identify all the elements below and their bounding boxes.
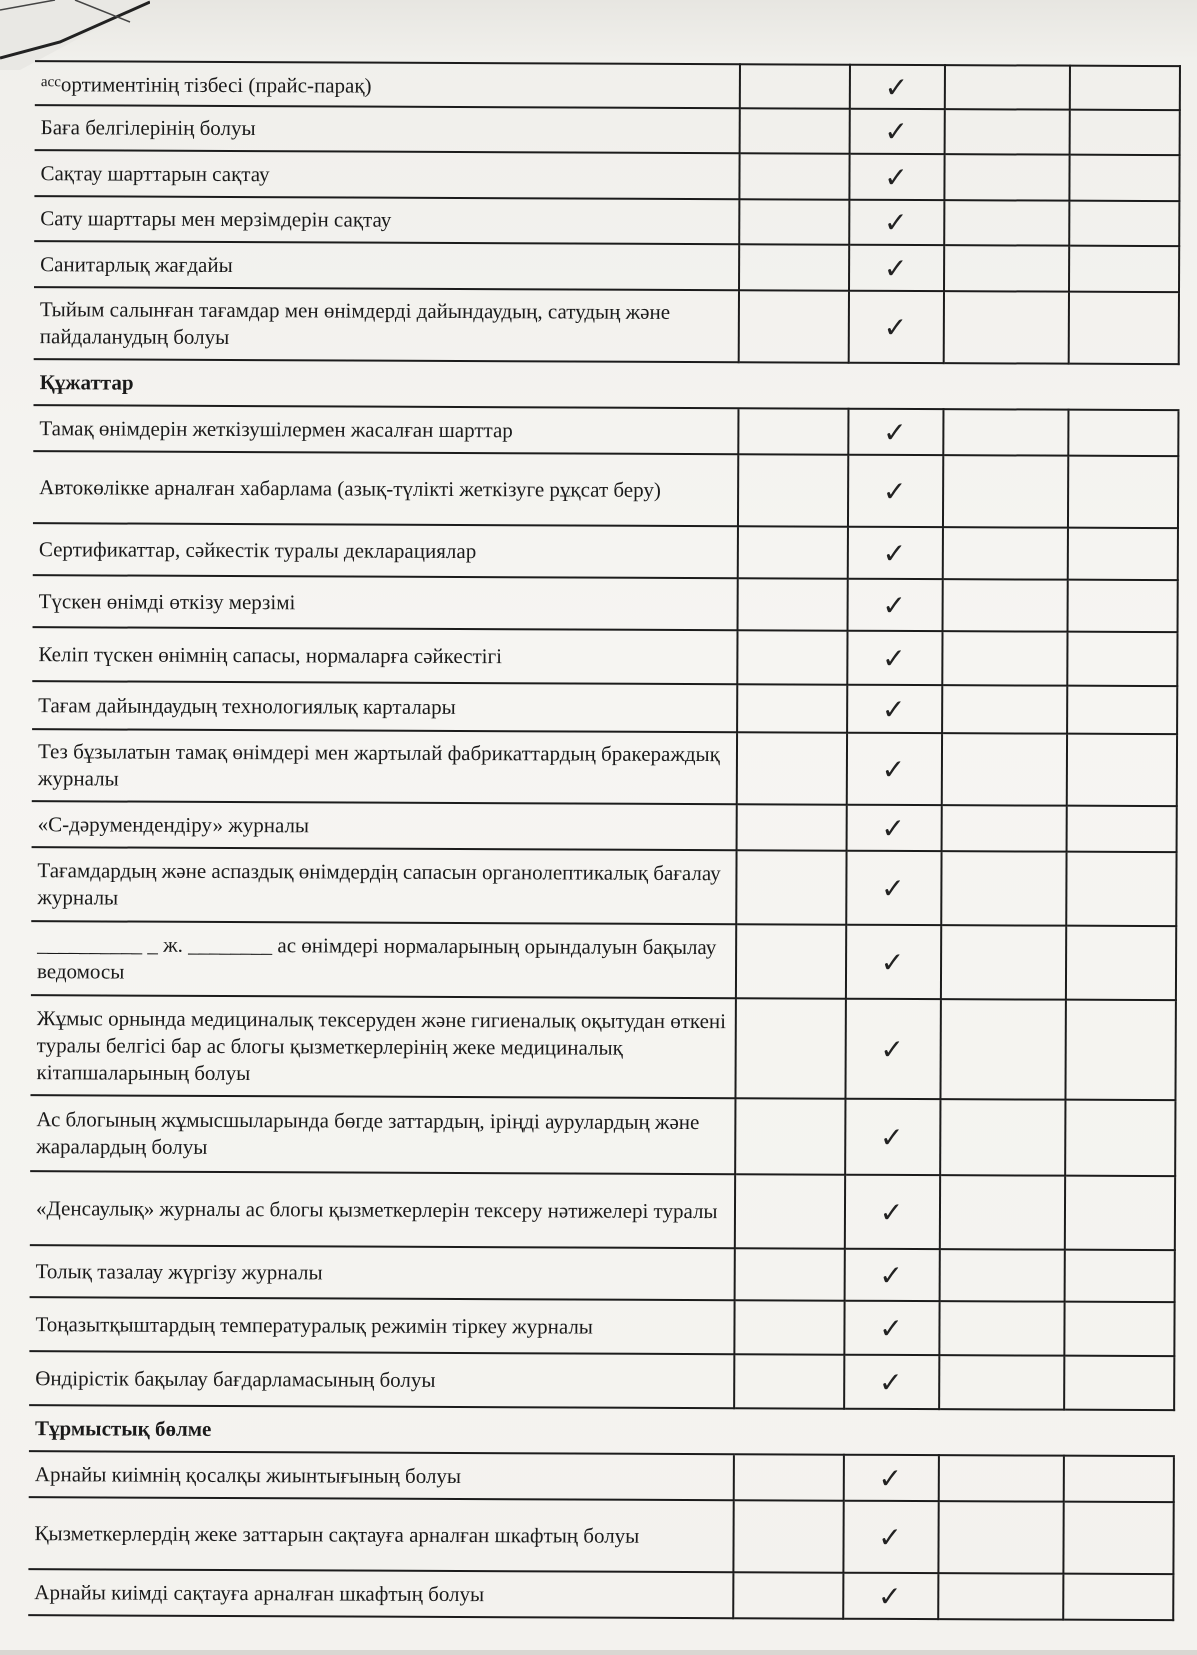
empty-cell xyxy=(939,1455,1064,1502)
checkmark-icon: ✓ xyxy=(848,409,943,455)
row-label: __________ _ ж. ________ ас өнімдері нормаларының орындалуын бақылау ведомосы xyxy=(31,921,736,998)
table-container xyxy=(0,60,1197,1655)
checkmark-icon: ✓ xyxy=(849,291,944,363)
row-label: $^{асс}$ортиментінің тізбесі (прайс-парақ) xyxy=(35,61,740,108)
empty-cell xyxy=(1064,1456,1174,1502)
empty-cell xyxy=(1065,1100,1175,1176)
table-row xyxy=(29,1451,1174,1502)
section-header-row xyxy=(29,1405,1174,1456)
empty-cell xyxy=(1069,292,1179,364)
empty-cell xyxy=(734,1408,1174,1456)
empty-cell xyxy=(944,154,1069,201)
empty-cell xyxy=(938,1573,1063,1620)
row-label: Сертификаттар, сәйкестік туралы декларациялар xyxy=(33,523,738,578)
checkmark-icon: ✓ xyxy=(848,579,943,631)
empty-cell xyxy=(738,454,848,526)
table-row xyxy=(30,1171,1175,1250)
empty-cell xyxy=(942,631,1067,686)
empty-cell xyxy=(733,1572,843,1618)
checklist-table xyxy=(28,60,1181,1621)
empty-cell xyxy=(1064,1302,1174,1356)
table-row xyxy=(31,921,1176,1000)
empty-cell xyxy=(1063,1574,1173,1620)
empty-cell xyxy=(943,579,1068,632)
table-row xyxy=(30,995,1175,1100)
empty-cell xyxy=(739,199,849,244)
checkmark-icon: ✓ xyxy=(849,200,944,245)
empty-cell xyxy=(943,455,1068,528)
checkmark-icon: ✓ xyxy=(844,1301,939,1355)
empty-cell xyxy=(739,244,849,290)
checkmark-icon: ✓ xyxy=(843,1573,938,1619)
empty-cell xyxy=(736,924,846,998)
empty-cell xyxy=(740,108,850,153)
row-label: Тағам дайындаудың технологиялық карталары xyxy=(32,681,737,732)
table-row xyxy=(30,1095,1175,1176)
empty-cell xyxy=(939,1355,1064,1410)
empty-cell xyxy=(735,1098,845,1174)
table-row xyxy=(32,729,1177,806)
row-label: Сақтау шарттарын сақтау xyxy=(34,150,739,199)
empty-cell xyxy=(1066,852,1176,926)
row-label: Толық тазалау жүргізу журналы xyxy=(30,1245,735,1300)
checkmark-icon: ✓ xyxy=(846,851,941,925)
table-row xyxy=(34,150,1179,201)
row-label: Санитарлық жағдайы xyxy=(34,241,739,290)
empty-cell xyxy=(739,153,849,199)
table-row xyxy=(29,1351,1174,1410)
row-label: Келіп түскен өнімнің сапасы, нормаларға сәйкестігі xyxy=(32,627,737,684)
empty-cell xyxy=(1068,410,1178,456)
table-row xyxy=(32,801,1177,852)
empty-cell xyxy=(733,1500,843,1572)
table-row xyxy=(32,627,1177,686)
table-row xyxy=(29,1297,1174,1356)
table-row xyxy=(31,847,1176,926)
empty-cell xyxy=(944,245,1069,292)
empty-cell xyxy=(1064,1356,1174,1410)
table-row xyxy=(28,1569,1173,1620)
table-row xyxy=(35,61,1180,110)
row-label: Қызметкерлердің жеке заттарын сақтауға арналған шкафтың болуы xyxy=(28,1497,733,1572)
row-label: Түскен өнімді өткізу мерзімі xyxy=(33,575,738,630)
empty-cell xyxy=(736,850,846,924)
empty-cell xyxy=(1067,806,1177,852)
empty-cell xyxy=(941,925,1066,1000)
empty-cell xyxy=(740,64,850,108)
empty-cell xyxy=(1069,201,1179,246)
empty-cell xyxy=(945,109,1070,155)
checkmark-icon: ✓ xyxy=(845,1249,940,1301)
empty-cell xyxy=(1065,1176,1175,1250)
empty-cell xyxy=(738,526,848,578)
row-label: Арнайы киімді сақтауға арналған шкафтың болуы xyxy=(28,1569,733,1618)
empty-cell xyxy=(1063,1502,1173,1574)
checkmark-icon: ✓ xyxy=(849,245,944,291)
row-label: Ас блогының жұмысшыларында бөгде заттардың, іріңді аурулардың және жаралардың болуы xyxy=(30,1095,735,1174)
checkmark-icon: ✓ xyxy=(848,455,943,527)
table-row xyxy=(30,1245,1175,1302)
table-row xyxy=(33,523,1178,580)
empty-cell xyxy=(734,1454,844,1500)
empty-cell xyxy=(1068,456,1178,528)
checkmark-icon: ✓ xyxy=(845,1099,940,1175)
empty-cell xyxy=(942,733,1067,806)
checkmark-icon: ✓ xyxy=(850,109,945,154)
checkmark-icon: ✓ xyxy=(848,527,943,579)
empty-cell xyxy=(737,684,847,732)
empty-cell xyxy=(943,409,1068,456)
section-title: Тұрмыстық бөлме xyxy=(29,1405,734,1454)
row-label: Жұмыс орнында медициналық тексеруден және гигиеналық оқытудан өткені туралы белгісі бар ас блогы қызметкерлерінің жеке медициналық кітапшаларының болуы xyxy=(30,995,735,1098)
checkmark-icon: ✓ xyxy=(847,631,942,685)
empty-cell xyxy=(737,804,847,850)
checkmark-icon: ✓ xyxy=(847,733,942,805)
row-label: Автокөлікке арналған хабарлама (азық-түлікті жеткізуге рұқсат беру) xyxy=(33,451,738,526)
empty-cell xyxy=(944,291,1069,364)
empty-cell xyxy=(738,362,1178,410)
empty-cell xyxy=(944,200,1069,246)
empty-cell xyxy=(943,527,1068,580)
empty-cell xyxy=(1068,528,1178,580)
checkmark-icon: ✓ xyxy=(843,1501,938,1573)
empty-cell xyxy=(941,851,1066,926)
row-label: Тамақ өнімдерін жеткізушілермен жасалған шарттар xyxy=(33,405,738,454)
section-title: Құжаттар xyxy=(33,359,738,408)
empty-cell xyxy=(945,65,1070,110)
empty-cell xyxy=(1069,155,1179,201)
checkmark-icon: ✓ xyxy=(846,925,941,999)
row-label: «С-дәрумендендіру» журналы xyxy=(32,801,737,850)
empty-cell xyxy=(737,630,847,684)
row-label: Тоңазытқыштардың температуралық режимін тіркеу журналы xyxy=(29,1297,734,1354)
checkmark-icon: ✓ xyxy=(844,1355,939,1409)
empty-cell xyxy=(942,685,1067,734)
empty-cell xyxy=(1065,1000,1175,1100)
empty-cell xyxy=(942,805,1067,852)
table-row xyxy=(33,451,1178,528)
empty-cell xyxy=(1066,926,1176,1000)
empty-cell xyxy=(1067,686,1177,734)
empty-cell xyxy=(737,732,847,804)
empty-cell xyxy=(739,290,849,362)
empty-cell xyxy=(1068,580,1178,632)
checkmark-icon: ✓ xyxy=(847,805,942,851)
empty-cell xyxy=(938,1501,1063,1574)
checkmark-icon: ✓ xyxy=(849,154,944,200)
empty-cell xyxy=(1065,1250,1175,1302)
empty-cell xyxy=(1069,246,1179,292)
empty-cell xyxy=(735,1248,845,1300)
row-label-prefix: асс xyxy=(40,73,61,90)
checkmark-icon: ✓ xyxy=(845,999,940,1099)
table-row xyxy=(33,405,1178,456)
table-row xyxy=(32,681,1177,734)
checkmark-icon: ✓ xyxy=(845,1175,940,1249)
table-row xyxy=(34,287,1179,364)
empty-cell xyxy=(1067,734,1177,806)
empty-cell xyxy=(1070,66,1180,110)
row-label: Өндірістік бақылау бағдарламасының болуы xyxy=(29,1351,734,1408)
checkmark-icon: ✓ xyxy=(850,65,945,109)
empty-cell xyxy=(940,1249,1065,1302)
empty-cell xyxy=(738,408,848,454)
row-label: «Денсаулық» журналы ас блогы қызметкерлерін тексеру нәтижелері туралы xyxy=(30,1171,735,1248)
empty-cell xyxy=(1067,632,1177,686)
empty-cell xyxy=(940,1099,1065,1176)
row-label: Арнайы киімнің қосалқы жиынтығының болуы xyxy=(29,1451,734,1500)
checkmark-icon: ✓ xyxy=(844,1455,939,1501)
empty-cell xyxy=(734,1300,844,1354)
page-top-edge xyxy=(0,0,1197,60)
row-label: Тыйым салынған тағамдар мен өнімдерді дайындаудың, сатудың және пайдаланудың болуы xyxy=(34,287,739,362)
empty-cell xyxy=(1070,110,1180,155)
table-row xyxy=(28,1497,1173,1574)
empty-cell xyxy=(735,1174,845,1248)
row-label: Тағамдардың және аспаздық өнімдердің сапасын органолептикалық бағалау журналы xyxy=(31,847,736,924)
empty-cell xyxy=(738,578,848,630)
row-label: Тез бұзылатын тамақ өнімдері мен жартылай фабрикаттардың бракераждық журналы xyxy=(32,729,737,804)
checkmark-icon: ✓ xyxy=(847,685,942,733)
table-row xyxy=(34,241,1179,292)
row-label: Сату шарттары мен мерзімдерін сақтау xyxy=(34,196,739,244)
table-row xyxy=(35,105,1180,155)
table-row xyxy=(34,196,1179,246)
empty-cell xyxy=(940,999,1065,1100)
section-header-row xyxy=(33,359,1178,410)
table-row xyxy=(33,575,1178,632)
empty-cell xyxy=(734,1354,844,1408)
empty-cell xyxy=(735,998,845,1098)
empty-cell xyxy=(940,1175,1065,1250)
empty-cell xyxy=(939,1301,1064,1356)
row-label: Баға белгілерінің болуы xyxy=(35,105,740,153)
